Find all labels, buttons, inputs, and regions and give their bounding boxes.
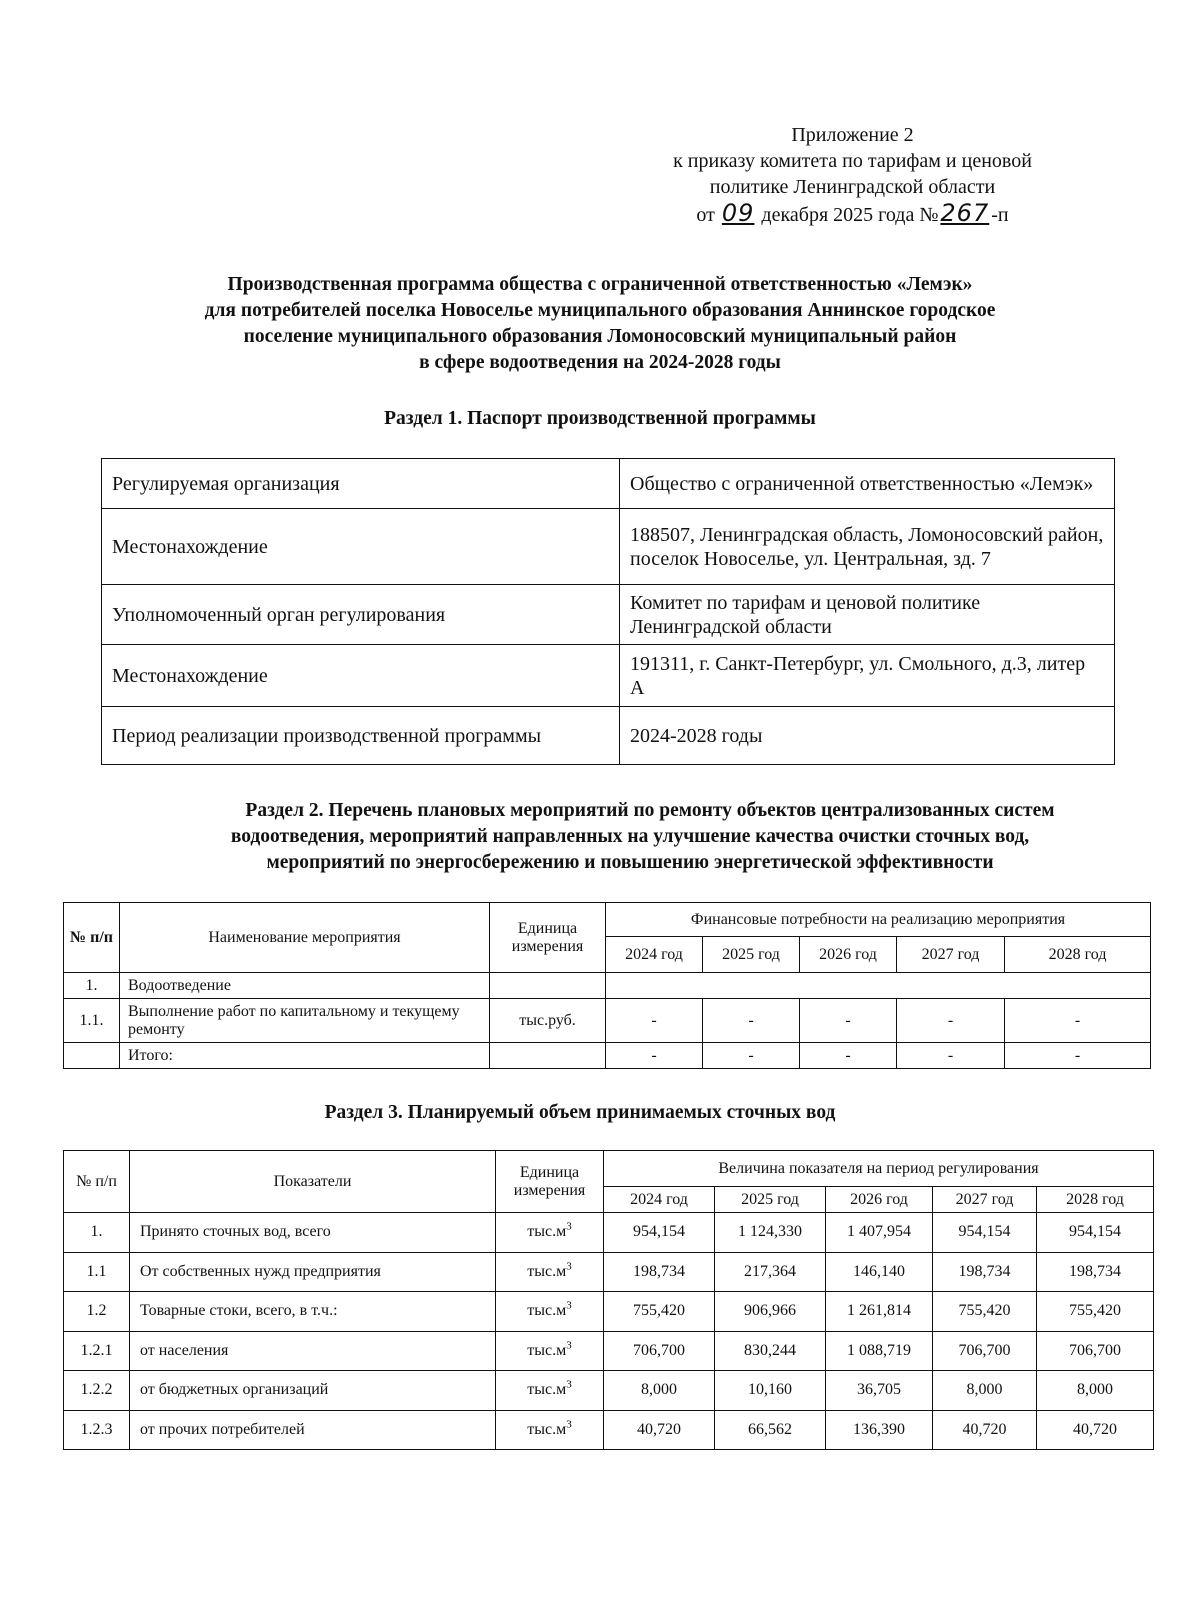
row-name: Выполнение работ по капитальному и текущему ремонту bbox=[120, 999, 490, 1043]
cell-value: 36,705 bbox=[826, 1371, 933, 1411]
row-num: 1. bbox=[64, 1213, 130, 1253]
cell-value: 1 088,719 bbox=[826, 1331, 933, 1371]
table-row bbox=[102, 509, 1115, 585]
passport-value: 2024-2028 годы bbox=[620, 707, 1115, 765]
row-name: Товарные стоки, всего, в т.ч.: bbox=[130, 1292, 496, 1332]
cell-value: 8,000 bbox=[604, 1371, 715, 1411]
volume-table-body bbox=[64, 1213, 1154, 1450]
cell-value: 66,562 bbox=[715, 1410, 826, 1450]
passport-table bbox=[101, 458, 1115, 765]
cell-value: 10,160 bbox=[715, 1371, 826, 1411]
table-row bbox=[64, 999, 1151, 1043]
unit-base: тыс.м bbox=[527, 1262, 567, 1280]
passport-label: Период реализации производственной программы bbox=[102, 707, 620, 765]
row-name: Водоотведение bbox=[120, 973, 490, 999]
cell-value: - bbox=[606, 1043, 703, 1069]
row-unit bbox=[496, 1371, 604, 1411]
cell-value: 830,244 bbox=[715, 1331, 826, 1371]
cell-value: - bbox=[1005, 1043, 1151, 1069]
unit-superscript: 3 bbox=[566, 1299, 572, 1312]
volume-table bbox=[63, 1150, 1154, 1450]
order-day: 09 bbox=[721, 199, 755, 227]
col-header-year: 2025 год bbox=[703, 937, 800, 973]
unit-superscript: 3 bbox=[566, 1339, 572, 1352]
row-name: Принято сточных вод, всего bbox=[130, 1213, 496, 1253]
col-header-num: № п/п bbox=[64, 1151, 130, 1213]
row-num: 1.2.1 bbox=[64, 1331, 130, 1371]
unit-base: тыс.м bbox=[527, 1302, 567, 1320]
table-row bbox=[102, 707, 1115, 765]
row-unit bbox=[496, 1252, 604, 1292]
table-row bbox=[102, 645, 1115, 707]
cell-value: 136,390 bbox=[826, 1410, 933, 1450]
measures-table bbox=[63, 902, 1151, 1069]
order-number: 267 bbox=[940, 199, 990, 227]
appendix-line: политике Ленинградской области bbox=[709, 176, 996, 198]
cell-value: - bbox=[703, 999, 800, 1043]
row-unit: тыс.руб. bbox=[490, 999, 606, 1043]
document-title: Производственная программа общества с ограниченной ответственностью «Лемэк» для потребителей поселка Новоселье муниципального образования Аннинское городское поселение муниципального образования Ломоносовский муниципальный район в сфере водоотведения на 2024-2028 годы bbox=[204, 274, 996, 373]
table-row bbox=[64, 1252, 1154, 1292]
unit-base: тыс.м bbox=[527, 1420, 567, 1438]
col-header-year: 2024 год bbox=[606, 937, 703, 973]
appendix-header bbox=[600, 122, 1105, 228]
row-unit bbox=[496, 1410, 604, 1450]
appendix-line: к приказу комитета по тарифам и ценовой bbox=[673, 150, 1032, 172]
passport-value: Общество с ограниченной ответственностью «Лемэк» bbox=[620, 459, 1115, 509]
cell-value: 217,364 bbox=[715, 1252, 826, 1292]
unit-superscript: 3 bbox=[566, 1378, 572, 1391]
row-unit bbox=[496, 1292, 604, 1332]
row-num: 1.1. bbox=[64, 999, 120, 1043]
appendix-date-line: от 09 декабря 2025 года №267 -п bbox=[696, 199, 1009, 227]
cell-value: 8,000 bbox=[1037, 1371, 1154, 1411]
row-num: 1.1 bbox=[64, 1252, 130, 1292]
unit-superscript: 3 bbox=[566, 1220, 572, 1233]
col-header-group: Величина показателя на период регулирования bbox=[604, 1151, 1154, 1187]
row-num: 1.2.2 bbox=[64, 1371, 130, 1411]
cell-value: 1 124,330 bbox=[715, 1213, 826, 1253]
passport-value: 191311, г. Санкт-Петербург, ул. Смольного, д.3, литер А bbox=[620, 645, 1115, 707]
cell-value: 198,734 bbox=[1037, 1252, 1154, 1292]
row-name: Итого: bbox=[120, 1043, 490, 1069]
cell-value: 40,720 bbox=[933, 1410, 1037, 1450]
cell-value: 954,154 bbox=[604, 1213, 715, 1253]
cell-value: - bbox=[897, 1043, 1005, 1069]
cell-value: 1 261,814 bbox=[826, 1292, 933, 1332]
unit-superscript: 3 bbox=[566, 1260, 572, 1273]
row-num bbox=[64, 1043, 120, 1069]
row-unit bbox=[490, 1043, 606, 1069]
passport-label: Местонахождение bbox=[102, 509, 620, 585]
table-row bbox=[64, 1331, 1154, 1371]
cell-value: - bbox=[800, 999, 897, 1043]
table-row bbox=[64, 973, 1151, 999]
cell-value: - bbox=[703, 1043, 800, 1069]
unit-base: тыс.м bbox=[527, 1223, 567, 1241]
row-unit bbox=[490, 973, 606, 999]
table-header-row bbox=[64, 903, 1151, 937]
row-values bbox=[606, 973, 1151, 999]
col-header-year: 2026 год bbox=[826, 1187, 933, 1213]
col-header-unit: Единица измерения bbox=[490, 903, 606, 973]
section3-title: Раздел 3. Планируемый объем принимаемых сточных вод bbox=[324, 1102, 836, 1123]
table-row bbox=[64, 1292, 1154, 1332]
row-num: 1.2 bbox=[64, 1292, 130, 1332]
col-header-name: Показатели bbox=[130, 1151, 496, 1213]
cell-value: - bbox=[800, 1043, 897, 1069]
cell-value: 146,140 bbox=[826, 1252, 933, 1292]
row-name: от населения bbox=[130, 1331, 496, 1371]
table-header-row bbox=[64, 1151, 1154, 1187]
row-num: 1.2.3 bbox=[64, 1410, 130, 1450]
cell-value: 198,734 bbox=[604, 1252, 715, 1292]
cell-value: 706,700 bbox=[933, 1331, 1037, 1371]
col-header-unit: Единица измерения bbox=[496, 1151, 604, 1213]
cell-value: 755,420 bbox=[1037, 1292, 1154, 1332]
cell-value: 40,720 bbox=[1037, 1410, 1154, 1450]
unit-superscript: 3 bbox=[566, 1418, 572, 1431]
col-header-name: Наименование мероприятия bbox=[120, 903, 490, 973]
unit-base: тыс.м bbox=[527, 1341, 567, 1359]
cell-value: 755,420 bbox=[604, 1292, 715, 1332]
passport-label: Местонахождение bbox=[102, 645, 620, 707]
table-row bbox=[102, 585, 1115, 645]
row-num: 1. bbox=[64, 973, 120, 999]
table-row bbox=[64, 1371, 1154, 1411]
row-name: от бюджетных организаций bbox=[130, 1371, 496, 1411]
table-row bbox=[64, 1410, 1154, 1450]
unit-base: тыс.м bbox=[527, 1381, 567, 1399]
passport-label: Регулируемая организация bbox=[102, 459, 620, 509]
cell-value: - bbox=[1005, 999, 1151, 1043]
table-row bbox=[102, 459, 1115, 509]
section2-title: Раздел 2. Перечень плановых мероприятий по ремонту объектов централизованных систем водоотведения, мероприятий направленных на улучшение качества очистки сточных вод, мероприятий по энергосбережению и повышению энергетической эффективности bbox=[230, 800, 1055, 873]
col-header-year: 2025 год bbox=[715, 1187, 826, 1213]
col-header-year: 2027 год bbox=[933, 1187, 1037, 1213]
cell-value: 706,700 bbox=[604, 1331, 715, 1371]
row-unit bbox=[496, 1213, 604, 1253]
cell-value: 954,154 bbox=[933, 1213, 1037, 1253]
col-header-year: 2027 год bbox=[897, 937, 1005, 973]
row-name: от прочих потребителей bbox=[130, 1410, 496, 1450]
cell-value: 198,734 bbox=[933, 1252, 1037, 1292]
col-header-year: 2026 год bbox=[800, 937, 897, 973]
col-header-year: 2024 год bbox=[604, 1187, 715, 1213]
cell-value: - bbox=[897, 999, 1005, 1043]
col-header-year: 2028 год bbox=[1005, 937, 1151, 973]
cell-value: 40,720 bbox=[604, 1410, 715, 1450]
col-header-year: 2028 год bbox=[1037, 1187, 1154, 1213]
row-unit bbox=[496, 1331, 604, 1371]
cell-value: 906,966 bbox=[715, 1292, 826, 1332]
cell-value: 954,154 bbox=[1037, 1213, 1154, 1253]
cell-value: 755,420 bbox=[933, 1292, 1037, 1332]
row-name: От собственных нужд предприятия bbox=[130, 1252, 496, 1292]
cell-value: 1 407,954 bbox=[826, 1213, 933, 1253]
appendix-line: Приложение 2 bbox=[791, 124, 914, 146]
table-row bbox=[64, 1213, 1154, 1253]
passport-value: Комитет по тарифам и ценовой политике Ленинградской области bbox=[620, 585, 1115, 645]
cell-value: - bbox=[606, 999, 703, 1043]
cell-value: 706,700 bbox=[1037, 1331, 1154, 1371]
passport-label: Уполномоченный орган регулирования bbox=[102, 585, 620, 645]
col-header-num: № п/п bbox=[64, 903, 120, 973]
passport-value: 188507, Ленинградская область, Ломоносовский район, поселок Новоселье, ул. Центральная, зд. 7 bbox=[620, 509, 1115, 585]
section1-title: Раздел 1. Паспорт производственной программы bbox=[384, 408, 816, 429]
cell-value: 8,000 bbox=[933, 1371, 1037, 1411]
col-header-group: Финансовые потребности на реализацию мероприятия bbox=[606, 903, 1151, 937]
table-row bbox=[64, 1043, 1151, 1069]
